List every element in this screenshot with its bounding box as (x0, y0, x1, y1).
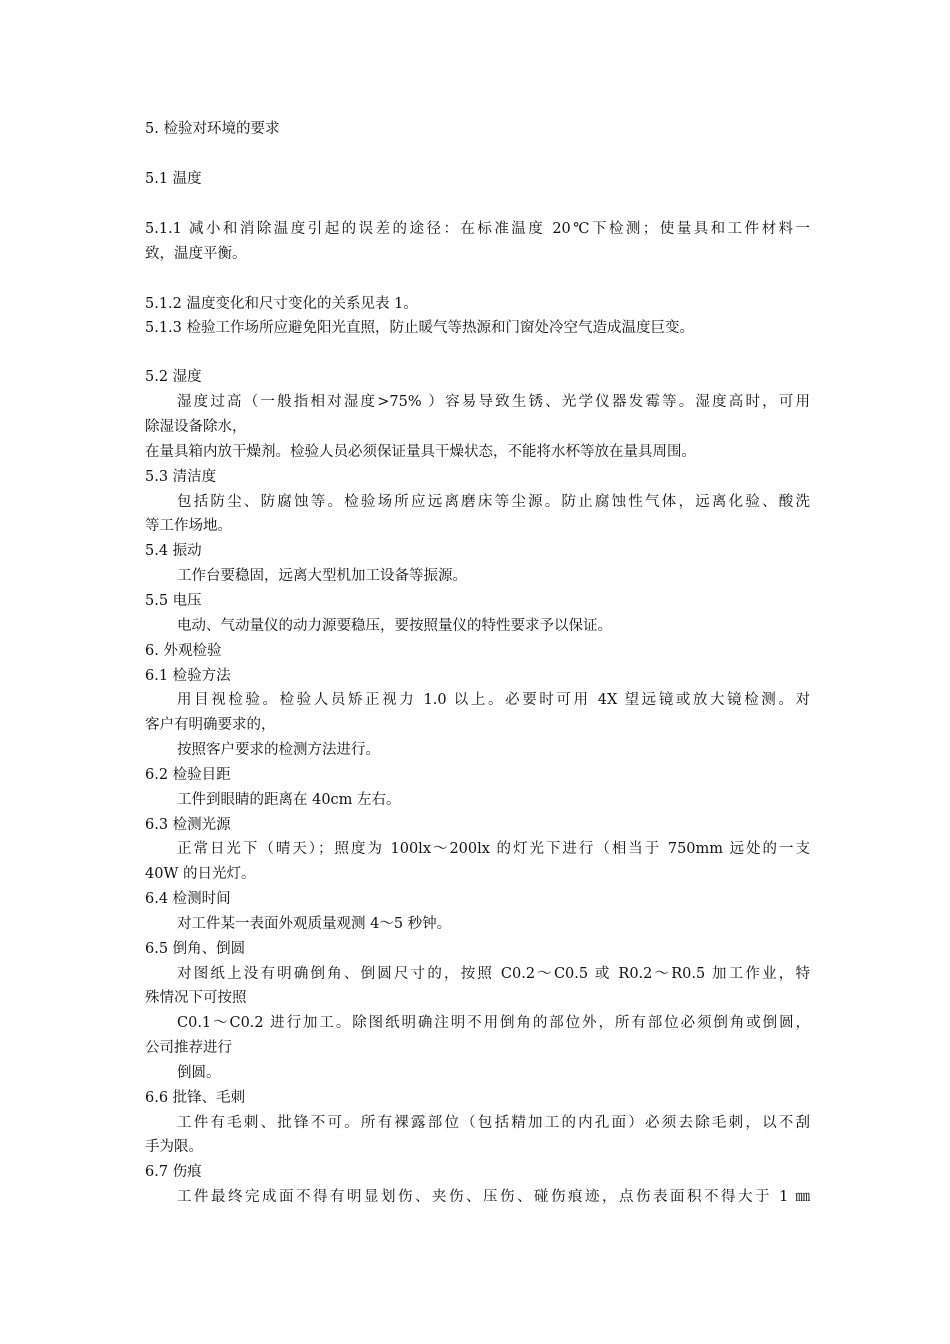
para-5-1-1-line2: 致，温度平衡。 (145, 246, 247, 262)
para-5-4: 工作台要稳固，远离大型机加工设备等振源。 (177, 568, 467, 584)
section-5-3-heading: 5.3 清洁度 (145, 469, 217, 485)
para-5-1-1-line1: 5.1.1 减小和消除温度引起的误差的途径：在标准温度 20℃下检测；使量具和工件材料一 (145, 221, 810, 237)
section-6-heading: 6. 外观检验 (145, 643, 222, 659)
para-5-3-line2: 等工作场地。 (145, 518, 232, 534)
para-6-3-line1: 正常日光下（晴天）；照度为 100lx～200lx 的灯光下进行（相当于 750mm 远处的一支 (177, 841, 810, 857)
para-6-5-line2: 殊情况下可按照 (145, 990, 247, 1006)
section-5-heading: 5. 检验对环境的要求 (145, 121, 280, 137)
para-6-6-line1: 工件有毛刺、批锋不可。所有裸露部位（包括精加工的内孔面）必须去除毛刺，以不刮 (177, 1115, 810, 1131)
section-6-7-heading: 6.7 伤痕 (145, 1164, 202, 1180)
para-5-2-line1: 湿度过高（一般指相对湿度>75% ）容易导致生锈、光学仪器发霉等。湿度高时，可用 (177, 394, 810, 410)
section-6-1-heading: 6.1 检验方法 (145, 668, 231, 684)
para-6-5-line4: 公司推荐进行 (145, 1040, 232, 1056)
para-5-3-line1: 包括防尘、防腐蚀等。检验场所应远离磨床等尘源。防止腐蚀性气体，远离化验、酸洗 (177, 494, 810, 510)
para-5-5: 电动、气动量仪的动力源要稳压，要按照量仪的特性要求予以保证。 (177, 618, 612, 634)
section-6-4-heading: 6.4 检测时间 (145, 891, 231, 907)
para-6-1-line2: 客户有明确要求的， (145, 717, 276, 733)
para-6-5-line3: C0.1～C0.2 进行加工。除图纸明确注明不用倒角的部位外，所有部位必须倒角或倒圆， (177, 1015, 810, 1031)
para-6-1-line1: 用目视检验。检验人员矫正视力 1.0 以上。必要时可用 4X 望远镜或放大镜检测。对 (177, 692, 810, 708)
section-5-2-heading: 5.2 湿度 (145, 369, 202, 385)
para-5-2-line3: 在量具箱内放干燥剂。检验人员必须保证量具干燥状态，不能将水杯等放在量具周围。 (145, 444, 696, 460)
section-5-5-heading: 5.5 电压 (145, 593, 202, 609)
para-6-7-line1: 工件最终完成面不得有明显划伤、夹伤、压伤、碰伤痕迹，点伤表面积不得大于 1 ㎜ (177, 1189, 810, 1205)
section-6-5-heading: 6.5 倒角、倒圆 (145, 941, 246, 957)
para-5-1-2: 5.1.2 温度变化和尺寸变化的关系见表 1。 (145, 296, 418, 312)
para-6-5-line5: 倒圆。 (177, 1065, 221, 1081)
section-6-2-heading: 6.2 检验目距 (145, 767, 231, 783)
section-5-4-heading: 5.4 振动 (145, 543, 202, 559)
para-6-1-line3: 按照客户要求的检测方法进行。 (177, 742, 380, 758)
para-6-4: 对工件某一表面外观质量观测 4～5 秒钟。 (177, 916, 452, 932)
para-6-2: 工件到眼睛的距离在 40cm 左右。 (177, 792, 401, 808)
para-6-5-line1: 对图纸上没有明确倒角、倒圆尺寸的，按照 C0.2～C0.5 或 R0.2～R0.5 加工作业，特 (177, 966, 810, 982)
para-5-2-line2: 除湿设备除水， (145, 419, 247, 435)
para-5-1-3: 5.1.3 检验工作场所应避免阳光直照，防止暖气等热源和门窗处冷空气造成温度巨变。 (145, 320, 695, 336)
section-6-6-heading: 6.6 批锋、毛刺 (145, 1090, 246, 1106)
section-6-3-heading: 6.3 检测光源 (145, 817, 231, 833)
para-6-3-line2: 40W 的日光灯。 (145, 866, 256, 882)
para-6-6-line2: 手为限。 (145, 1139, 203, 1155)
section-5-1-heading: 5.1 温度 (145, 171, 202, 187)
